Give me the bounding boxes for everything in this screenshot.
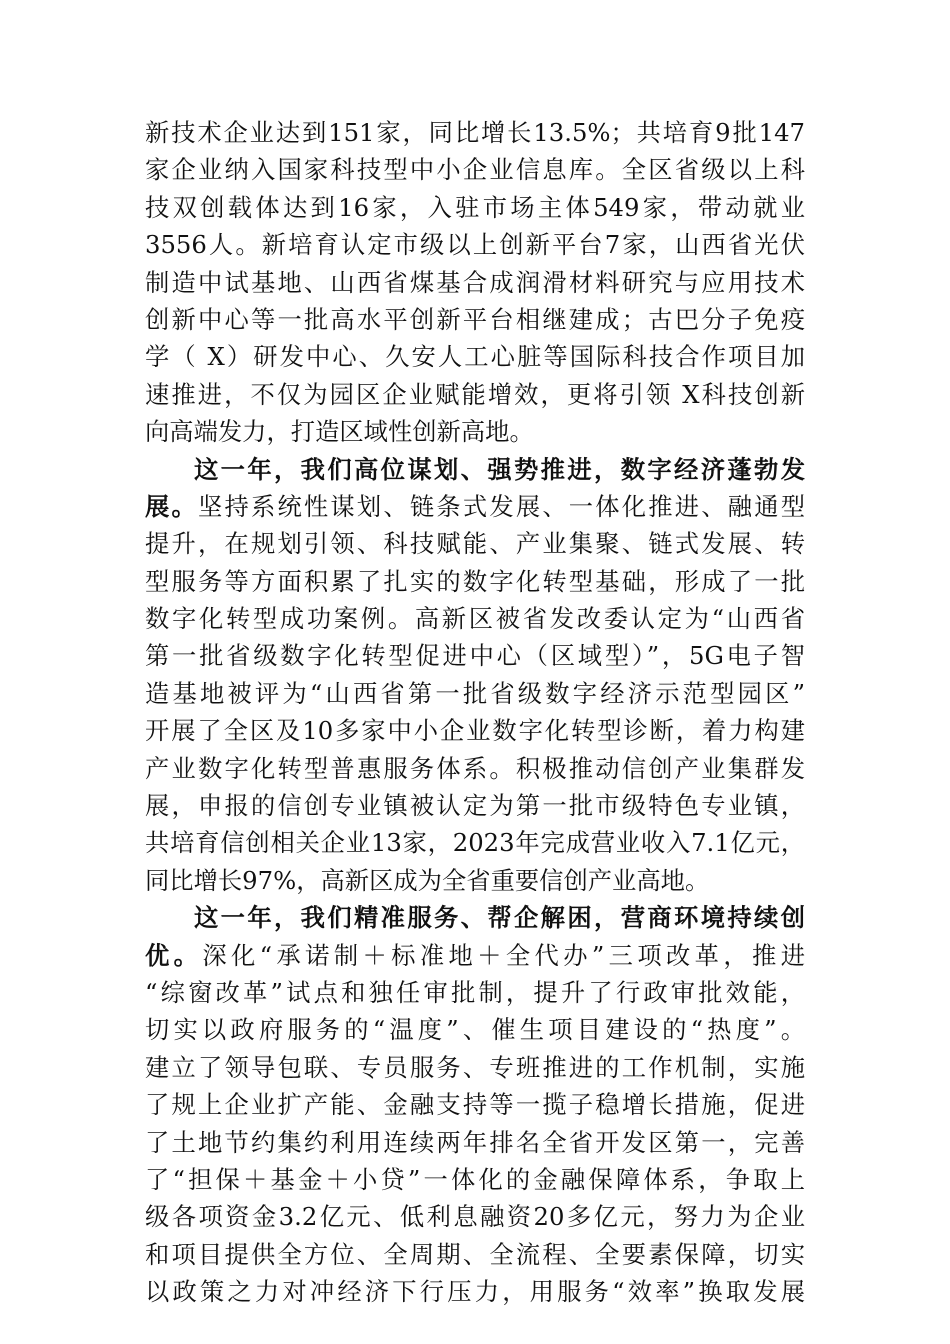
text-line: 开展了全区及10多家中小企业数字化转型诊断，着力构建 [145,716,805,746]
text-line [145,488,805,525]
text-line: 建立了领导包联、专员服务、专班推进的工作机制，实施 [145,1052,805,1082]
text-line: 3556人。新培育认定市级以上创新平台7家，山西省光伏 [145,230,805,260]
paragraph-digital-economy [145,451,805,900]
text-line: 制造中试基地、山西省煤基合成润滑材料研究与应用技术 [145,267,805,297]
text-line: 产业数字化转型普惠服务体系。积极推动信创产业集群发 [145,753,805,783]
text-line: 同比增长97%，高新区成为全省重要信创产业高地。 [145,865,710,895]
text-line: 了规上企业扩产能、金融支持等一揽子稳增长措施，促进 [145,1090,805,1120]
text-line: 第一批省级数字化转型促进中心（区域型）”，5G电子智 [145,641,805,671]
text-line: 家企业纳入国家科技型中小企业信息库。全区省级以上科 [145,155,805,185]
text-line: 了“担保＋基金＋小贷”一体化的金融保障体系，争取上 [145,1164,805,1194]
text-line: 造基地被评为“山西省第一批省级数字经济示范型园区” [145,678,805,708]
paragraph-lead-sentence: 这一年，我们高位谋划、强势推进，数字经济蓬勃发 [194,454,805,484]
text-line: 提升，在规划引领、科技赋能、产业集聚、链式发展、转 [145,529,805,559]
text-line: 和项目提供全方位、全周期、全流程、全要素保障，切实 [145,1239,805,1269]
text-line: 新技术企业达到151家，同比增长13.5%；共培育9批147 [145,118,805,147]
text-line: 以政策之力对冲经济下行压力，用服务“效率”换取发展 [145,1277,805,1307]
text-line: 创新中心等一批高水平创新平台相继建成；古巴分子免疫 [145,304,805,334]
text-line: 级各项资金3.2亿元、低利息融资20多亿元，努力为企业 [145,1202,805,1232]
paragraph-lead-sentence-end: 展。 [145,491,198,521]
text-line: 展，申报的信创专业镇被认定为第一批市级特色专业镇， [145,791,805,821]
text-line [145,937,805,974]
text-line: 速推进，不仅为园区企业赋能增效，更将引领 X科技创新 [145,379,805,409]
text-line: 型服务等方面积累了扎实的数字化转型基础，形成了一批 [145,566,805,596]
text-span: 深化“承诺制＋标准地＋全代办”三项改革，推进 [202,940,805,970]
text-line: “综窗改革”试点和独任审批制，提升了行政审批效能， [145,977,805,1007]
text-line: 共培育信创相关企业13家，2023年完成营业收入7.1亿元， [145,828,805,858]
text-line: 技双创载体达到16家，入驻市场主体549家，带动就业 [145,192,805,222]
text-line: 数字化转型成功案例。高新区被省发改委认定为“山西省 [145,604,805,634]
document-body [145,114,805,1311]
text-line: 了土地节约集约利用连续两年排名全省开发区第一，完善 [145,1127,805,1157]
text-line: 切实以政府服务的“温度”、催生项目建设的“热度”。 [145,1015,805,1045]
paragraph-lead-sentence: 这一年，我们精准服务、帮企解困，营商环境持续创 [194,903,805,933]
text-span: 坚持系统性谋划、链条式发展、一体化推进、融通型 [197,491,806,521]
text-line: 向高端发力，打造区域性创新高地。 [145,417,534,447]
paragraph-business-environment [145,899,805,1310]
text-line: 学（ X）研发中心、久安人工心脏等国际科技合作项目加 [145,342,805,372]
paragraph-lead-sentence-end: 优。 [145,940,203,970]
paragraph-innovation [145,114,805,451]
